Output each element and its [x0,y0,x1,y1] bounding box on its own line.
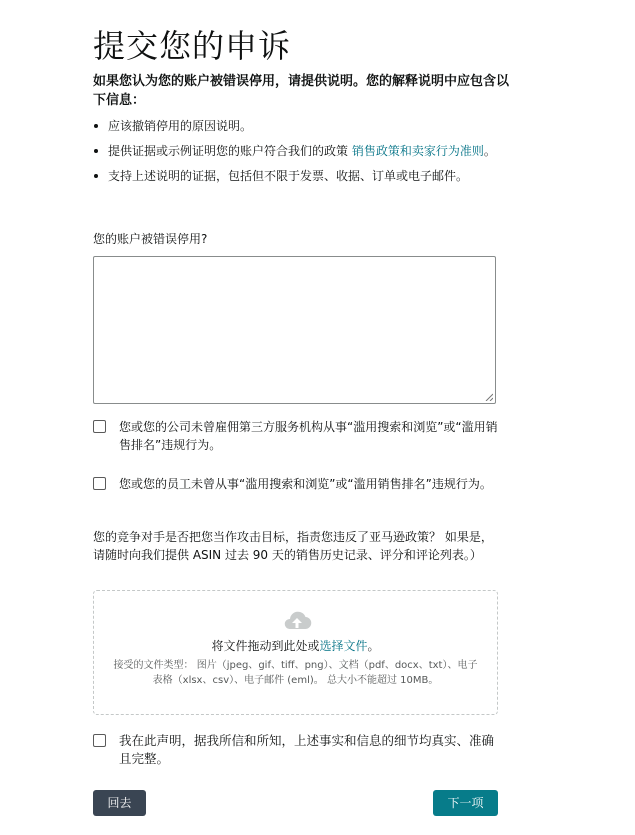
requirement-text: 应该撤销停用的原因说明。 [108,119,253,133]
requirement-suffix: 。 [483,144,496,158]
employee-checkbox[interactable] [93,477,106,490]
explanation-textarea[interactable] [93,256,496,404]
accepted-file-types: 接受的文件类型： 图片（jpeg、gif、tiff、png）、文档（pdf、docx、txt）、电子表格（xlsx、csv）、电子邮件 (eml)。 总大小不能超过 10MB。 [113,660,478,686]
choose-file-link[interactable]: 选择文件 [319,639,368,653]
requirement-text: 提供证据或示例证明您的账户符合我们的政策 [108,144,352,158]
back-button[interactable]: 回去 [93,790,146,816]
intro-text: 如果您认为您的账户被错误停用，请提供说明。您的解释说明中应包含以下信息： [93,74,510,108]
selling-policies-link[interactable]: 销售政策和卖家行为准则 [351,144,484,158]
cloud-upload-icon [282,609,312,633]
requirement-text: 支持上述说明的证据，包括但不限于发票、收据、订单或电子邮件。 [108,169,469,183]
third-party-checkbox[interactable] [93,420,106,433]
drop-zone-suffix: 。 [367,639,380,653]
requirement-item [93,167,498,185]
employee-checkbox-label: 您或您的员工未曾从事“滥用搜索和浏览”或“滥用销售排名”违规行为。 [119,477,492,491]
requirement-item [93,142,498,160]
declaration-checkbox[interactable] [93,734,106,747]
competitor-question: 您的竞争对手是否把您当作攻击目标，指责您违反了亚马逊政策？ 如果是，请随时向我们提供 ASIN 过去 90 天的销售历史记录、评分和评论列表。） [93,530,493,562]
third-party-checkbox-label: 您或您的公司未曾雇佣第三方服务机构从事“滥用搜索和浏览”或“滥用销售排名”违规行为。 [119,420,498,452]
resize-handle-icon[interactable] [485,393,493,401]
declaration-checkbox-label: 我在此声明，据我所信和所知，上述事实和信息的细节均真实、准确且完整。 [119,733,495,766]
page-title: 提交您的申诉 [93,27,292,65]
file-drop-zone[interactable] [93,590,498,715]
question-wrongly-deactivated: 您的账户被错误停用? [93,232,208,246]
drop-zone-prefix: 将文件拖动到此处或 [211,639,320,653]
drop-zone-text [94,637,497,655]
requirements-list [93,117,498,192]
requirement-item [93,117,498,135]
next-button[interactable]: 下一项 [433,790,498,816]
